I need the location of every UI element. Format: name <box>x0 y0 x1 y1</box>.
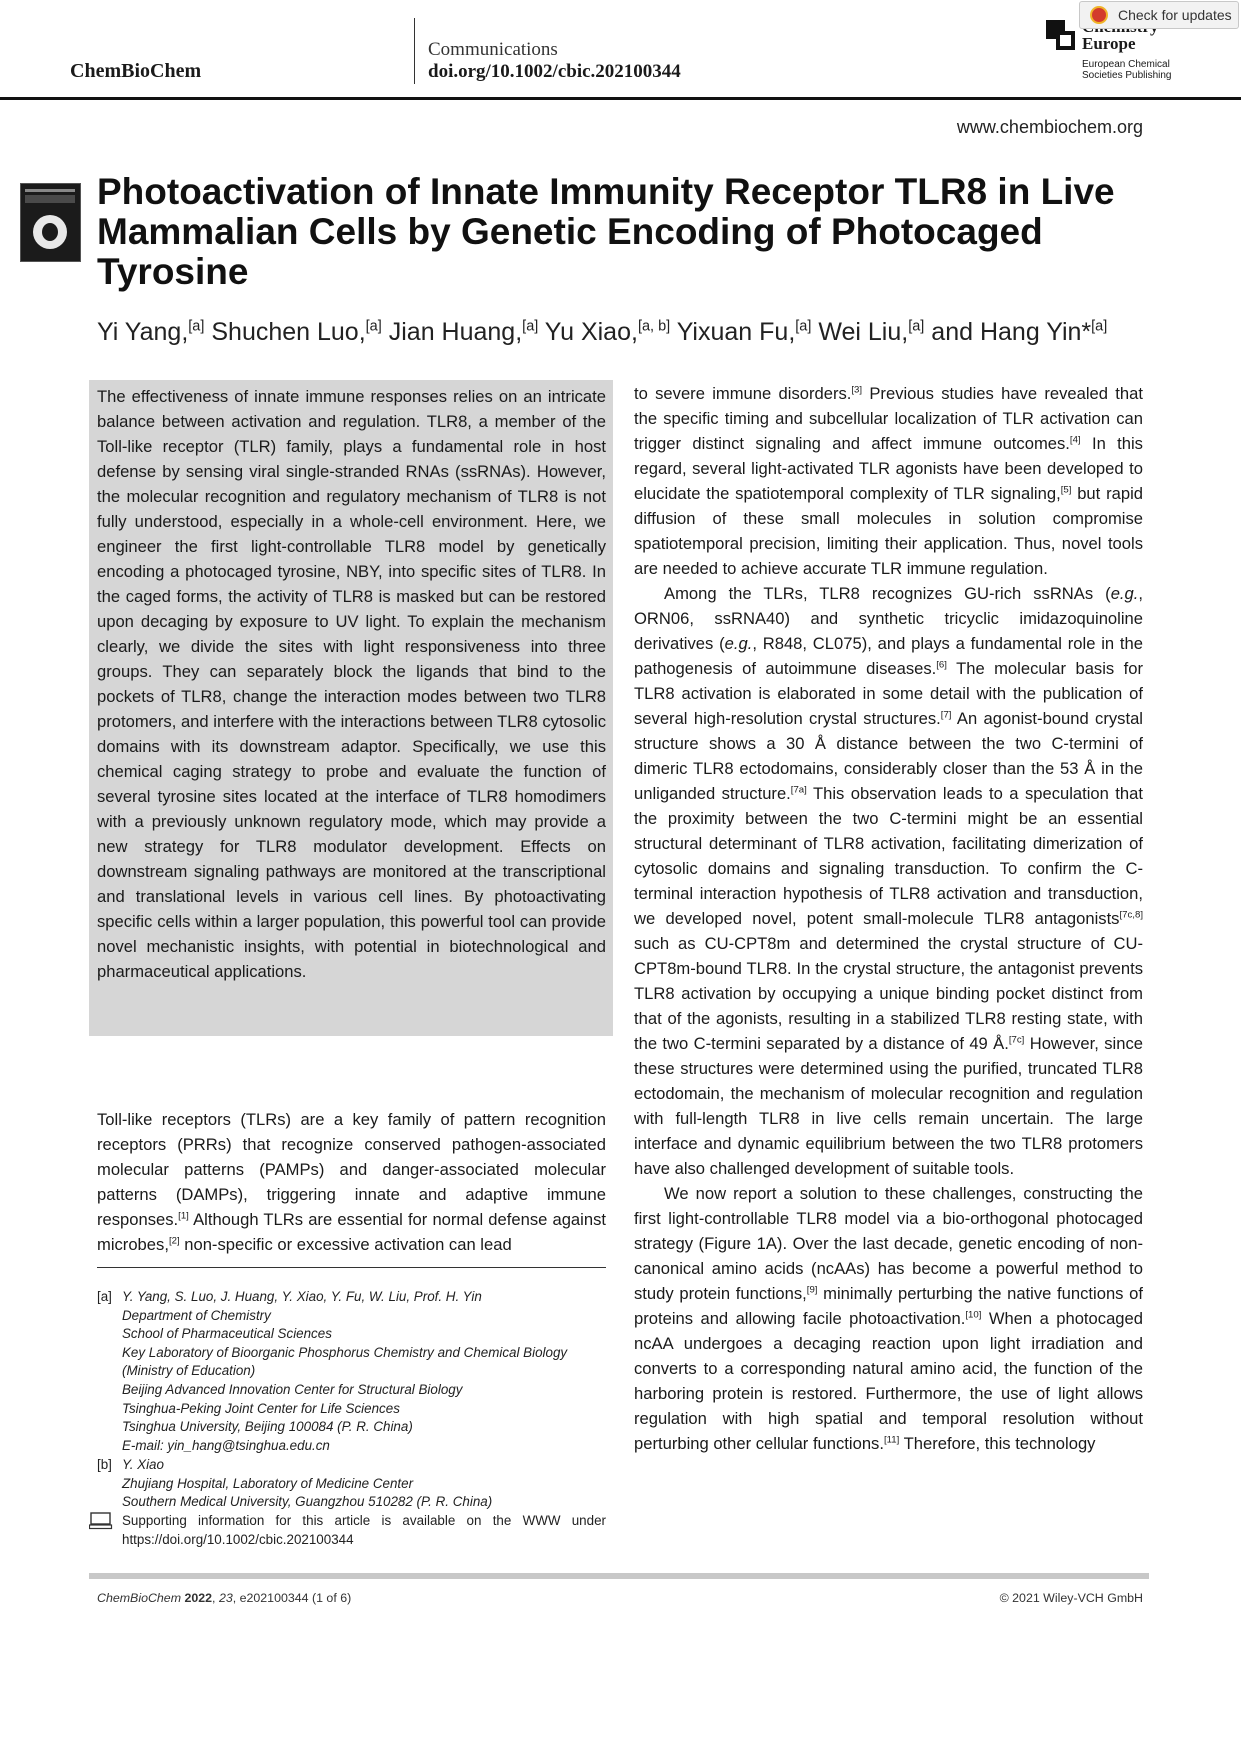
citation-ref[interactable]: [3] <box>851 384 863 396</box>
affiliation-a <box>122 1288 612 1455</box>
author-name: Wei Liu, <box>818 318 909 346</box>
citation-ref[interactable]: [10] <box>965 1309 982 1321</box>
affiliation-line: Y. Yang, S. Luo, J. Huang, Y. Xiao, Y. Fu, W. Liu, Prof. H. Yin <box>122 1289 482 1304</box>
citation-ref[interactable]: [2] <box>168 1235 180 1247</box>
crossmark-icon <box>1090 6 1108 24</box>
footer-copyright: © 2021 Wiley-VCH GmbH <box>999 1591 1143 1605</box>
citation-ref[interactable]: [4] <box>1069 434 1081 446</box>
author-name: Shuchen Luo, <box>211 318 366 346</box>
author-list <box>97 316 1177 348</box>
intro-paragraph: Toll-like receptors (TLRs) are a key family of pattern recognition receptors (PRRs) that recognize conserved pathogen-associated molecular patterns (PAMPs) and danger-associated molecular patterns (DAMPs), triggering innate and adaptive immune responses.[1] Although TLRs are essential for normal defense against microbes,[2] non-specific or excessive activation can lead <box>97 1110 606 1254</box>
affiliation-mark: [a, b] <box>637 318 671 335</box>
author-name: Jian Huang, <box>388 318 523 346</box>
article-title: Photoactivation of Innate Immunity Receptor TLR8 in Live Mammalian Cells by Genetic Encoding of Photocaged Tyrosine <box>97 171 1115 292</box>
affiliation-mark: [a] <box>188 318 205 335</box>
footnote-mark-b: [b] <box>97 1457 112 1472</box>
author-name: and Hang Yin* <box>931 318 1092 346</box>
citation-ref[interactable]: [11] <box>883 1434 900 1446</box>
affiliation-mark: [a] <box>1091 318 1108 335</box>
affiliation-mark: [a] <box>522 318 539 335</box>
citation-ref[interactable]: [9] <box>806 1284 818 1296</box>
abstract-text: The effectiveness of innate immune responses relies on an intricate balance between activation and regulation. TLR8, a member of the Toll-like receptor (TLR) family, plays a fundamental role in host defense by sensing viral single-stranded RNAs (ssRNAs). However, the molecular recognition and regulatory mechanism of TLR8 is not fully understood, especially in a whole-cell environment. Here, we engineer the first light-controllable TLR8 model by genetically encoding a photocaged tyrosine, NBY, into specific sites of TLR8. In the caged forms, the activity of TLR8 is masked but can be restored upon decaging by exposure to UV light. To explain the mechanism clearly, we divide the sites with light responsiveness into three groups. They can separately block the ligands that bind to the pockets of TLR8, change the interaction modes between two TLR8 protomers, and interfere with the interactions between TLR8 cytosolic domains with its downstream adaptor. Specifically, we use this chemical caging strategy to probe and evaluate the function of several tyrosine sites located at the interface of TLR8 homodimers with a previously unknown regulatory mode, which may provide a new strategy for TLR8 modulator development. Effects on downstream signaling pathways are monitored at the transcriptional and translational levels in various cell lines. By photoactivating specific cells within a larger population, this powerful tool can provide novel mechanistic insights, with potential in biotechnological and pharmaceutical applications. <box>97 387 606 981</box>
affiliation-line: Key Laboratory of Bioorganic Phosphorus Chemistry and Chemical Biology (Ministry of Education) <box>122 1344 568 1379</box>
affiliation-line: Beijing Advanced Innovation Center for Structural Biology <box>122 1381 463 1397</box>
logo-subtitle-2: Societies Publishing <box>1082 70 1172 81</box>
author-name: Yi Yang, <box>97 318 189 346</box>
check-for-updates-label: Check for updates <box>1118 7 1232 23</box>
body-paragraph: Among the TLRs, TLR8 recognizes GU-rich ssRNAs (e.g., ORN06, ssRNA40) and synthetic tricyclic imidazoquinoline derivatives (e.g., R848, CL075), and plays a fundamental role in the pathogenesis of autoimmune diseases.[6] The molecular basis for TLR8 activation is elaborated in some detail with the publication of several high-resolution crystal structures.[7] An agonist-bound crystal structure shows a 30 Å distance between the two C-termini of dimeric TLR8 ectodomains, considerably closer than the 53 Å in the unliganded structure.[7a] This observation leads to a speculation that the proximity between the two C-termini might be an essential structural determinant of TLR8 activation, facilitating dimerization of cytosolic domains and signaling transduction. To confirm the C-terminal interaction hypothesis of TLR8 activation and transduction, we developed novel, potent small-molecule TLR8 antagonists[7c,8] such as CU-CPT8m and determined the crystal structure of CU-CPT8m-bound TLR8. In the crystal structure, the antagonist prevents TLR8 activation by occupying a unique binding pocket distinct from that of the agonists, resulting in a stabilized TLR8 resting state, with the two C-termini separated by a distance of 49 Å.[7c] However, since these structures were determined using the purified, truncated TLR8 ectodomain, the mechanism of molecular recognition and regulation with full-length TLR8 in live cells remain uncertain. The large interface and dynamic equilibrium between the two TLR8 protomers have also challenged development of suitable tools. <box>634 584 1143 1178</box>
citation-ref[interactable]: [7a] <box>790 784 807 796</box>
citation-ref[interactable]: [7c,8] <box>1119 909 1143 921</box>
affiliation-mark: [a] <box>365 318 382 335</box>
supporting-info-note: Supporting information for this article is available on the WWW under https://doi.org/10.1002/cbic.202100344 <box>122 1513 606 1547</box>
body-column-right <box>634 381 1143 1456</box>
affiliation-b <box>122 1456 612 1512</box>
footnote-rule <box>97 1267 606 1268</box>
check-for-updates-button[interactable] <box>1079 1 1239 29</box>
computer-icon <box>89 1512 113 1530</box>
footer-citation: ChemBioChem 2022, 23, e202100344 (1 of 6) <box>97 1591 352 1605</box>
logo-word-europe: Europe <box>1082 34 1136 53</box>
section-label: Communications <box>428 39 558 60</box>
citation-ref[interactable]: [7c] <box>1008 1034 1025 1046</box>
citation-ref[interactable]: [5] <box>1060 484 1072 496</box>
affiliation-line: Department of Chemistry <box>122 1307 271 1323</box>
website-link[interactable]: www.chembiochem.org <box>956 117 1143 137</box>
journal-cover-icon <box>20 183 81 262</box>
citation-ref[interactable]: [1] <box>178 1210 189 1222</box>
footer-bar <box>89 1573 1149 1579</box>
affiliation-mark: [a] <box>795 318 812 335</box>
chemistry-europe-logo-icon <box>1046 20 1076 54</box>
affiliation-line: Zhujiang Hospital, Laboratory of Medicine Center <box>122 1475 414 1491</box>
affiliation-line: Tsinghua University, Beijing 100084 (P. R. China) <box>122 1419 413 1435</box>
doi-link[interactable]: doi.org/10.1002/cbic.202100344 <box>428 61 681 82</box>
affiliation-line: School of Pharmaceutical Sciences <box>122 1326 332 1342</box>
citation-ref[interactable]: [7] <box>940 709 952 721</box>
logo-subtitle-1: European Chemical <box>1082 59 1170 70</box>
body-paragraph: We now report a solution to these challenges, constructing the first light-controllable TLR8 model via a bio-orthogonal photocaged strategy (Figure 1A). Over the last decade, genetic encoding of non-canonical amino acids (ncAAs) has become a powerful method to study protein functions,[9] minimally perturbing the native functions of proteins and allowing facile photoactivation.[10] When a photocaged ncAA undergoes a decaging reaction upon light irradiation and converts to a corresponding natural amino acid, the function of the harboring protein is restored. Furthermore, the use of light allows regulation with high spatial and temporal resolution without perturbing other cellular functions.[11] Therefore, this technology <box>634 1184 1143 1453</box>
header-rule <box>0 97 1241 100</box>
footnote-mark-a: [a] <box>97 1289 112 1304</box>
author-name: Yu Xiao, <box>544 318 638 346</box>
affiliation-mark: [a] <box>908 318 925 335</box>
author-name: Yixuan Fu, <box>676 318 796 346</box>
email-link[interactable]: E-mail: yin_hang@tsinghua.edu.cn <box>122 1437 330 1453</box>
body-paragraph: to severe immune disorders.[3] Previous studies have revealed that the specific timing and subcellular localization of TLR activation can trigger distinct signaling and affect immune outcomes.[4] In this regard, several light-activated TLR agonists have been developed to elucidate the spatiotemporal complexity of TLR signaling,[5] but rapid diffusion of these small molecules in solution compromise spatiotemporal precision, limiting their application. Thus, novel tools are needed to achieve accurate TLR immune regulation. <box>634 384 1143 578</box>
affiliation-line: Tsinghua-Peking Joint Center for Life Sciences <box>122 1400 400 1416</box>
journal-name: ChemBioChem <box>70 60 202 82</box>
affiliation-line: Southern Medical University, Guangzhou 510282 (P. R. China) <box>122 1494 493 1510</box>
citation-ref[interactable]: [6] <box>936 659 947 671</box>
header-divider <box>414 18 415 84</box>
affiliation-line: Y. Xiao <box>122 1457 164 1472</box>
